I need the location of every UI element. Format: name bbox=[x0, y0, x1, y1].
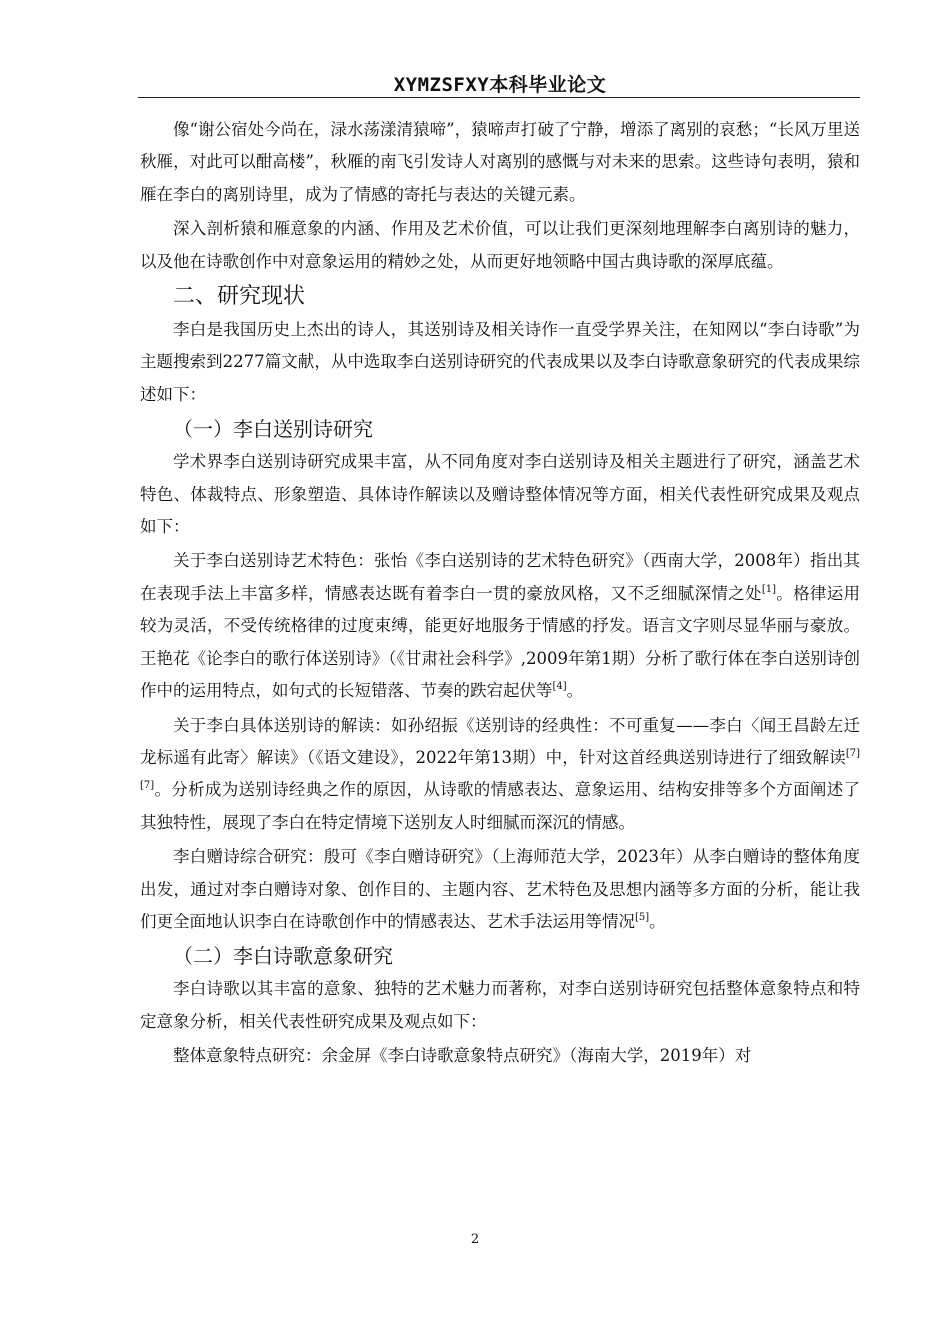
paragraph: 整体意象特点研究：余金屏《李白诗歌意象特点研究》（海南大学，2019年）对 bbox=[173, 1046, 752, 1066]
citation: [7][7] bbox=[140, 747, 860, 792]
section-heading: 二、研究现状 bbox=[173, 284, 306, 310]
text-run: 关于李白具体送别诗的解读：如孙绍振《送别诗的经典性：不可重复——李白〈闻王昌龄左迁龙标遥有此寄〉解读》（《语文建设》，2022年第13期）中，针对这首经典送别诗进行了细致解读 bbox=[140, 715, 860, 767]
subsection-heading: （一）李白送别诗研究 bbox=[173, 417, 373, 442]
text-run: 李白赠诗综合研究：殷可《李白赠诗研究》（上海师范大学，2023年）从李白赠诗的整体角度出发，通过对李白赠诗对象、创作目的、主题内容、艺术特色及思想内涵等多方面的分析，能让我们更全面地认识李白在诗歌创作中的情感表达、艺术手法运用等情况 bbox=[140, 847, 860, 931]
paragraph bbox=[140, 841, 860, 938]
paragraph: 像“谢公宿处今尚在，渌水荡漾清猿啼”，猿啼声打破了宁静，增添了离别的哀愁；“长风万里送秋雁，对此可以酣高楼”，秋雁的南飞引发诗人对离别的感慨与对未来的思索。这些诗句表明，猿和雁在李白的离别诗里，成为了情感的寄托与表达的关键元素。 bbox=[140, 120, 860, 204]
page-body bbox=[140, 114, 860, 1075]
paragraph: 深入剖析猿和雁意象的内涵、作用及艺术价值，可以让我们更深刻地理解李白离别诗的魅力，以及他在诗歌创作中对意象运用的精妙之处，从而更好地领略中国古典诗歌的深厚底蕴。 bbox=[140, 219, 860, 271]
text-run: 。 bbox=[566, 681, 584, 701]
text-run: 。格律运用较为灵活，不受传统格律的过度束缚，能更好地服务于情感的抒发。语言文字则尽显华丽与豪放。王艳花《论李白的歌行体送别诗》（《甘肃社会科学》,2009年第1期）分析了歌行体在李白送别诗创作中的运用特点，如句式的长短错落、节奏的跌宕起伏等 bbox=[140, 583, 861, 701]
citation: [1] bbox=[761, 583, 776, 595]
page-number: 2 bbox=[470, 1232, 480, 1247]
paragraph: 学术界李白送别诗研究成果丰富，从不同角度对李白送别诗及相关主题进行了研究，涵盖艺术特色、体裁特点、形象塑造、具体诗作解读以及赠诗整体情况等方面，相关代表性研究成果及观点如下： bbox=[140, 452, 860, 537]
citation: [4] bbox=[552, 681, 567, 693]
text-run: 。分析成为送别诗经典之作的原因，从诗歌的情感表达、意象运用、结构安排等多个方面阐述了其独特性，展现了李白在特定情境下送别友人时细腻而深沉的情感。 bbox=[140, 780, 860, 832]
paragraph bbox=[140, 545, 860, 707]
paragraph: 李白诗歌以其丰富的意象、独特的艺术魅力而著称，对李白送别诗研究包括整体意象特点和特定意象分析，相关代表性研究成果及观点如下： bbox=[140, 979, 860, 1031]
header-divider bbox=[138, 97, 860, 98]
running-header: XYMZSFXY本科毕业论文 bbox=[393, 74, 607, 96]
text-run: 。 bbox=[649, 911, 666, 931]
subsection-heading: （二）李白诗歌意象研究 bbox=[173, 944, 393, 969]
text-run: 关于李白送别诗艺术特色：张怡《李白送别诗的艺术特色研究》（西南大学，2008年）指出其在表现手法上丰富多样，情感表达既有着李白一贯的豪放风格，又不乏细腻深情之处 bbox=[140, 551, 860, 603]
paragraph bbox=[140, 710, 860, 840]
citation: [5] bbox=[635, 911, 650, 923]
section-intro: 李白是我国历史上杰出的诗人，其送别诗及相关诗作一直受学界关注，在知网以“李白诗歌”为主题搜索到2277篇文献，从中选取李白送别诗研究的代表成果以及李白诗歌意象研究的代表成果综述如下： bbox=[140, 320, 860, 404]
